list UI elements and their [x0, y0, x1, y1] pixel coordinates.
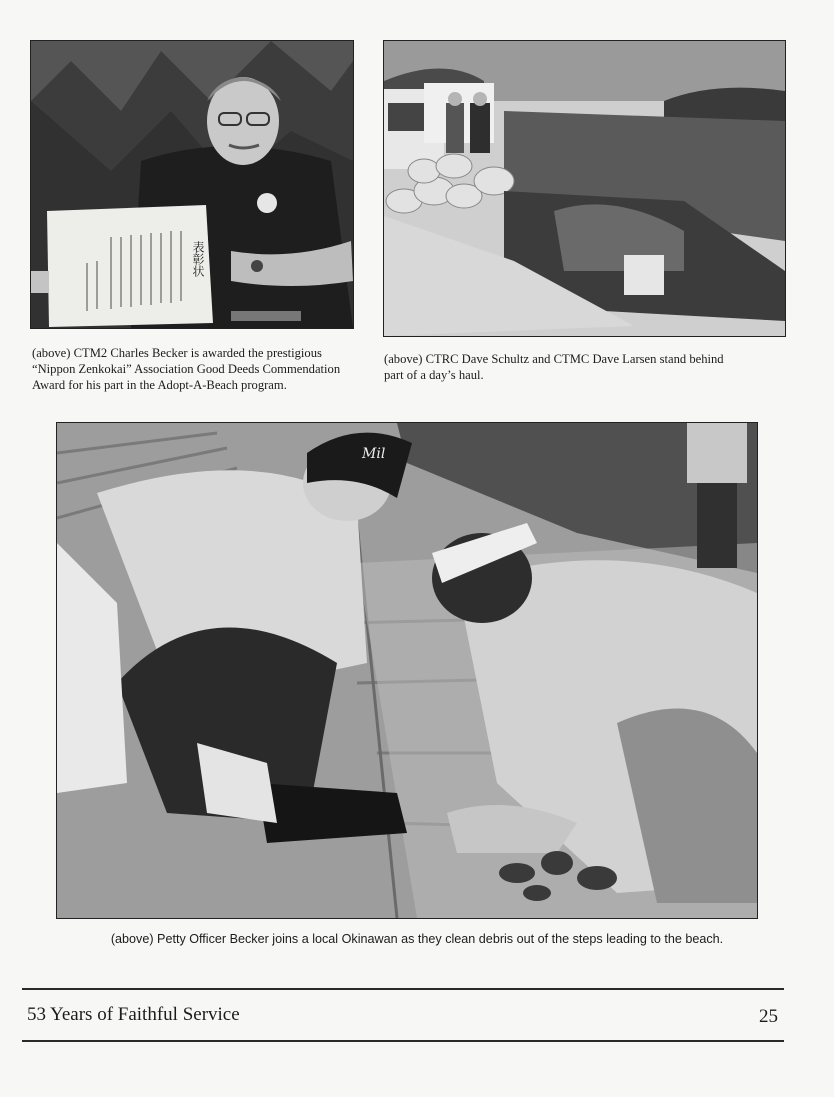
caption-cleanup: (above) Petty Officer Becker joins a local Okinawan as they clean debris out of the steps leading to the beach. — [110, 932, 724, 946]
cap-logo-text: Mil — [362, 446, 386, 462]
caption-award: (above) CTM2 Charles Becker is awarded the prestigious “Nippon Zenkokai” Association Good Deeds Commendation Award for his part in the Adopt-A-Beach program. — [32, 346, 341, 393]
caption-haul: (above) CTRC Dave Schultz and CTMC Dave Larsen stand behind part of a day’s haul. — [384, 352, 724, 383]
photo-days-haul — [383, 40, 786, 337]
footer-rule-bottom — [22, 1040, 784, 1042]
photo-beach-cleanup — [56, 422, 758, 919]
photo-award-presentation — [30, 40, 354, 329]
page-number: 25 — [759, 1006, 778, 1027]
footer-rule-top — [22, 988, 784, 990]
certificate-heading: 表彰状 — [191, 241, 205, 277]
footer-title: 53 Years of Faithful Service — [27, 1004, 240, 1025]
